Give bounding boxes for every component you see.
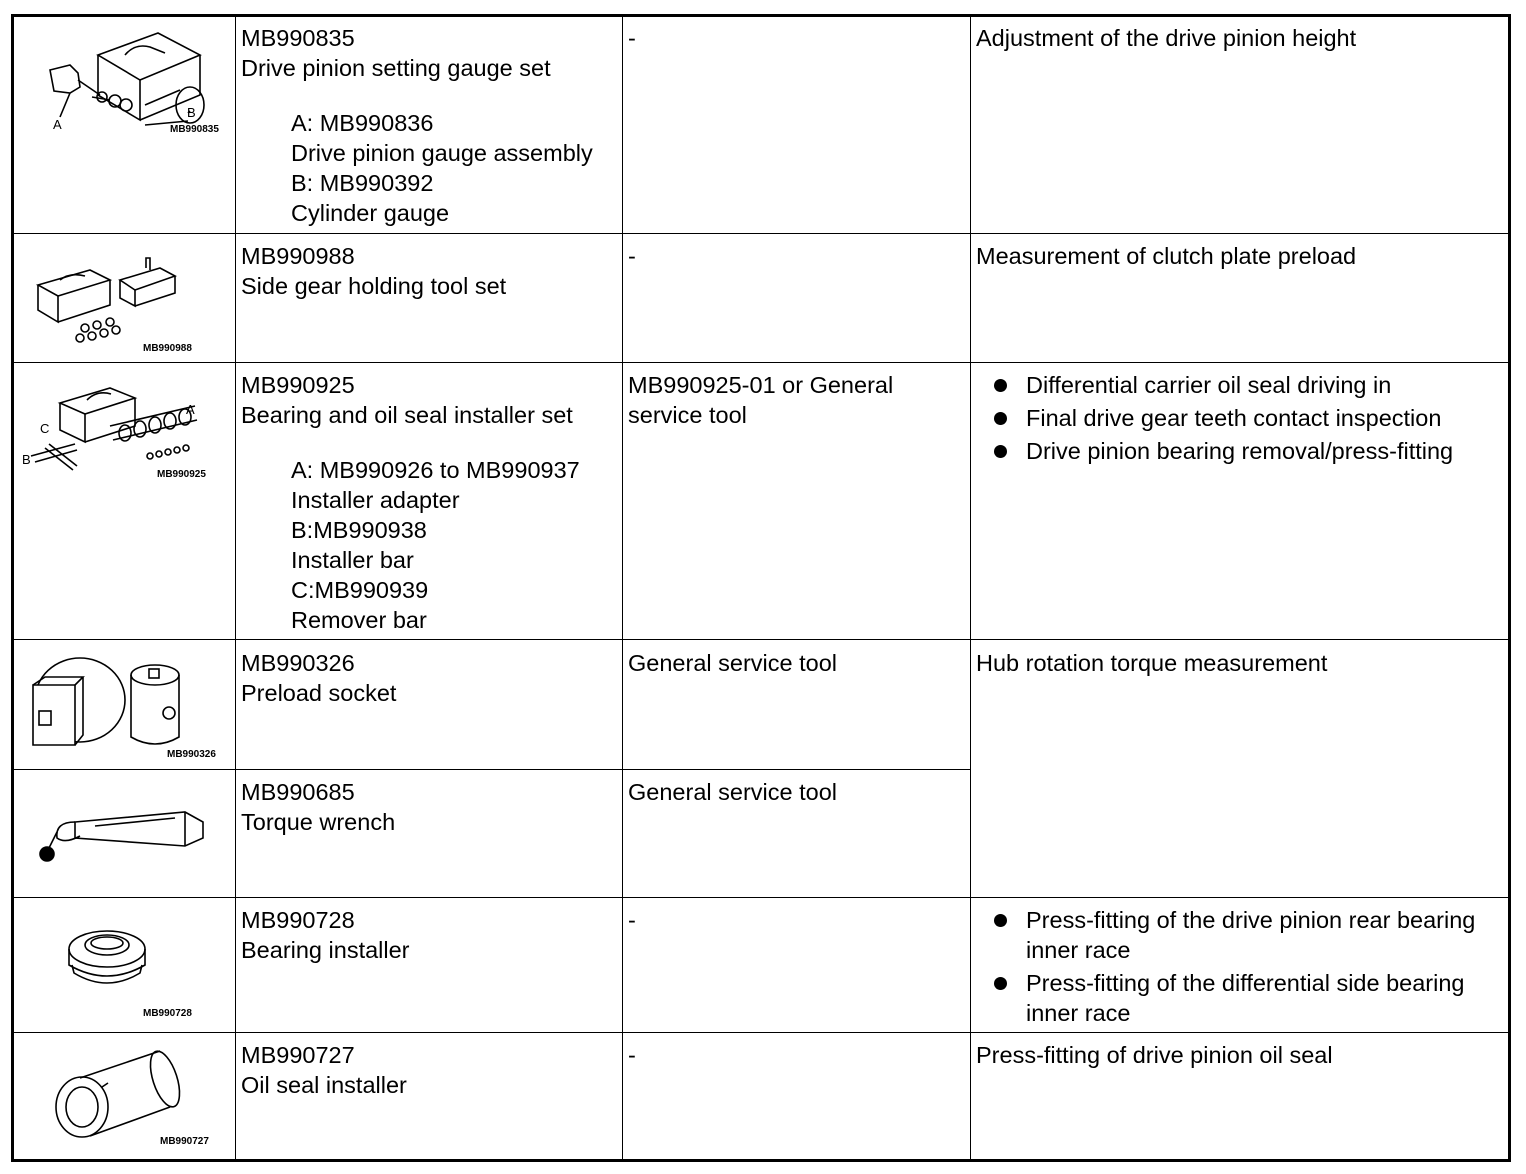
image-label: MB990727 bbox=[160, 1136, 209, 1147]
application: Measurement of clutch plate preload bbox=[976, 243, 1357, 269]
tool-name: Drive pinion setting gauge set bbox=[241, 55, 551, 81]
image-letter-b: B bbox=[187, 105, 196, 120]
image-letter-a: A bbox=[53, 117, 62, 132]
application: Hub rotation torque measurement bbox=[976, 650, 1328, 676]
image-label: MB990835 bbox=[170, 124, 219, 135]
application-bullet bbox=[976, 905, 1475, 965]
supersession: - bbox=[628, 907, 636, 933]
preload-socket-icon bbox=[25, 655, 195, 750]
bullet-line: Press-fitting of the drive pinion rear bearing bbox=[1026, 907, 1476, 933]
sub-item: A: MB990836 bbox=[291, 110, 434, 136]
application-bullet: Drive pinion bearing removal/press-fitting bbox=[976, 436, 1453, 466]
tool-name: Bearing installer bbox=[241, 937, 410, 963]
tool-number: MB990685 bbox=[241, 779, 355, 805]
sub-item: B:MB990938 bbox=[291, 517, 427, 543]
column-divider bbox=[970, 14, 971, 1162]
tool-cell bbox=[241, 1040, 407, 1100]
bearing-installer-icon bbox=[62, 925, 152, 995]
supersession: - bbox=[628, 243, 636, 269]
holding-tool-set-icon bbox=[30, 250, 190, 350]
tool-name: Bearing and oil seal installer set bbox=[241, 402, 573, 428]
row-divider bbox=[11, 897, 1511, 898]
tool-number: MB990835 bbox=[241, 25, 355, 51]
image-label: MB990728 bbox=[143, 1008, 192, 1019]
application: Adjustment of the drive pinion height bbox=[976, 25, 1357, 51]
supersession bbox=[628, 370, 893, 430]
row-divider bbox=[11, 1032, 1511, 1033]
tool-number: MB990988 bbox=[241, 243, 355, 269]
bullet-line: Press-fitting of the differential side bearing bbox=[1026, 970, 1465, 996]
column-divider bbox=[235, 14, 236, 1162]
tool-number: MB990326 bbox=[241, 650, 355, 676]
supersession: General service tool bbox=[628, 779, 837, 805]
image-label: MB990988 bbox=[143, 343, 192, 354]
application-bullets bbox=[976, 370, 1453, 466]
torque-wrench-icon bbox=[35, 800, 210, 870]
image-letter-b: B bbox=[22, 452, 31, 467]
tool-name: Preload socket bbox=[241, 680, 397, 706]
row-divider bbox=[11, 233, 1511, 234]
tool-number: MB990727 bbox=[241, 1042, 355, 1068]
application-bullet: Differential carrier oil seal driving in bbox=[976, 370, 1453, 400]
bullet-line: inner race bbox=[1026, 1000, 1131, 1026]
image-label: MB990925 bbox=[157, 469, 206, 480]
tool-name: Torque wrench bbox=[241, 809, 396, 835]
tool-number: MB990728 bbox=[241, 907, 355, 933]
sub-item: Remover bar bbox=[291, 607, 427, 633]
supersession-line: service tool bbox=[628, 402, 747, 428]
pinion-gauge-set-icon bbox=[40, 25, 230, 135]
sub-item: B: MB990392 bbox=[291, 170, 434, 196]
image-letter-a: A bbox=[186, 402, 195, 417]
sub-item: Drive pinion gauge assembly bbox=[291, 140, 593, 166]
tool-number: MB990925 bbox=[241, 372, 355, 398]
oil-seal-installer-icon bbox=[50, 1045, 190, 1140]
tool-cell bbox=[241, 777, 395, 837]
supersession: General service tool bbox=[628, 650, 837, 676]
sub-item: C:MB990939 bbox=[291, 577, 429, 603]
supersession: - bbox=[628, 1042, 636, 1068]
image-label: MB990326 bbox=[167, 749, 216, 760]
sub-items bbox=[241, 108, 593, 228]
application bbox=[976, 905, 1475, 1031]
application bbox=[976, 370, 1453, 469]
application: Press-fitting of drive pinion oil seal bbox=[976, 1042, 1333, 1068]
tool-cell bbox=[241, 370, 580, 635]
bullet-line: inner race bbox=[1026, 937, 1131, 963]
tool-cell bbox=[241, 905, 410, 965]
tool-cell bbox=[241, 648, 396, 708]
supersession-line: MB990925-01 or General bbox=[628, 372, 894, 398]
supersession: - bbox=[628, 25, 636, 51]
column-divider bbox=[622, 14, 623, 1162]
sub-item: Installer adapter bbox=[291, 487, 460, 513]
application-bullet bbox=[976, 968, 1475, 1028]
row-divider bbox=[11, 769, 971, 770]
sub-item: Cylinder gauge bbox=[291, 200, 450, 226]
sub-item: A: MB990926 to MB990937 bbox=[291, 457, 580, 483]
application-bullets bbox=[976, 905, 1475, 1028]
row-divider bbox=[11, 362, 1511, 363]
tool-cell bbox=[241, 241, 506, 301]
application-bullet: Final drive gear teeth contact inspection bbox=[976, 403, 1453, 433]
tool-cell bbox=[241, 23, 593, 228]
tool-name: Oil seal installer bbox=[241, 1072, 407, 1098]
sub-items bbox=[241, 455, 580, 635]
image-letter-c: C bbox=[40, 421, 50, 436]
installer-set-icon bbox=[25, 378, 215, 478]
row-divider bbox=[11, 639, 1511, 640]
sub-item: Installer bar bbox=[291, 547, 414, 573]
tool-name: Side gear holding tool set bbox=[241, 273, 507, 299]
